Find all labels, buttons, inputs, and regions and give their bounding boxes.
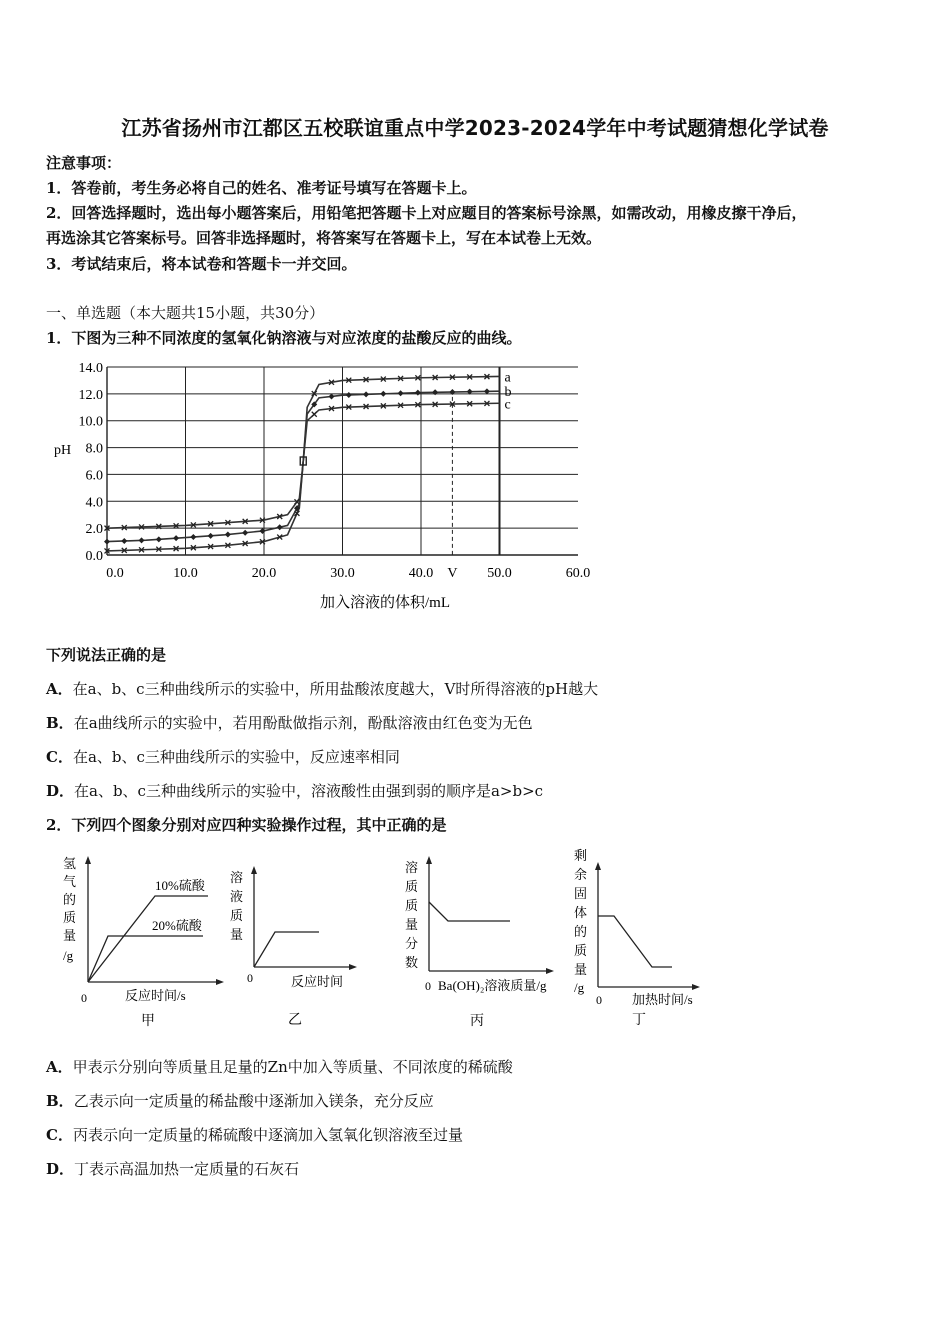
y-label-char: 量 — [574, 962, 588, 977]
x-tick-label: 20.0 — [251, 566, 277, 581]
q2-option-a[interactable] — [46, 1056, 513, 1077]
y-label-char: 的 — [574, 924, 588, 939]
q1-option-b[interactable] — [46, 712, 533, 733]
option-text: 丙表示向一定质量的稀硫酸中逐滴加入氢氧化钡溶液至过量 — [72, 1126, 463, 1144]
notice-item-3: 3．考试结束后，将本试卷和答题卡一并交回。 — [46, 255, 357, 273]
data-point-b — [242, 530, 248, 536]
option-label: D． — [46, 782, 75, 800]
origin-label: 0 — [81, 991, 87, 1005]
origin-label: 0 — [425, 979, 431, 993]
y-label-char: 液 — [230, 889, 244, 904]
curve-label-20: 20%硫酸 — [152, 918, 202, 933]
y-label-char: 数 — [405, 955, 419, 970]
option-label: A． — [46, 680, 73, 698]
x-tick-label: 0.0 — [106, 566, 124, 581]
y-tick-labels — [79, 361, 104, 564]
graph-name: 乙 — [288, 1013, 302, 1028]
data-point-b — [208, 533, 214, 539]
q1-prompt: 下列说法正确的是 — [46, 646, 167, 664]
q1-option-c[interactable] — [46, 746, 400, 767]
notice-item-2: 2．回答选择题时，选出每小题答案后，用铅笔把答题卡上对应题目的答案标号涂黑，如需改动，用橡皮擦干净后， — [46, 204, 807, 222]
option-label: B． — [46, 1092, 74, 1110]
q1-option-d[interactable] — [46, 780, 543, 801]
option-text: 在a、b、c三种曲线所示的实验中，溶液酸性由强到弱的顺序是a>b>c — [74, 782, 544, 800]
graph-name: 丁 — [632, 1013, 646, 1028]
ph-titration-chart — [40, 350, 620, 620]
option-label: D． — [46, 1160, 75, 1178]
notice-heading: 注意事项： — [46, 154, 122, 172]
y-label-char: 分 — [405, 936, 419, 951]
data-point-b — [139, 537, 145, 543]
y-label-char: /g — [63, 948, 74, 963]
y-label-char: 质 — [405, 898, 419, 913]
series-label-b: b — [504, 385, 512, 401]
data-point-b — [277, 524, 283, 530]
option-label: A． — [46, 1058, 73, 1076]
graph-name: 丙 — [470, 1014, 484, 1029]
y-tick-label: 12.0 — [78, 387, 103, 403]
y-tick-label: 4.0 — [85, 495, 103, 511]
origin-label: 0 — [596, 993, 602, 1007]
data-point-b — [346, 392, 352, 398]
option-text: 在a、b、c三种曲线所示的实验中，所用盐酸浓度越大，V时所得溶液的pH越大 — [72, 680, 599, 698]
q2-stem: 2．下列四个图象分别对应四种实验操作过程，其中正确的是 — [46, 816, 447, 834]
graph-yi — [225, 862, 375, 1032]
section-heading: 一、单选题（本大题共15小题，共30分） — [46, 304, 325, 322]
x-tick-label: V — [447, 566, 458, 581]
y-tick-label: 8.0 — [85, 441, 103, 457]
y-label-char: 体 — [574, 905, 588, 920]
y-label-char: 溶 — [405, 860, 419, 875]
option-text: 在a、b、c三种曲线所示的实验中，反应速率相同 — [72, 748, 400, 766]
option-text: 甲表示分别向等质量且足量的Zn中加入等质量、不同浓度的稀硫酸 — [72, 1058, 513, 1076]
data-point-b — [380, 391, 386, 397]
q2-option-b[interactable] — [46, 1090, 434, 1111]
notice-item-2-cont: 再选涂其它答案标号。回答非选择题时，将答案写在答题卡上，写在本试卷上无效。 — [46, 229, 602, 247]
y-label-char: 量 — [63, 928, 77, 943]
data-point-b — [156, 536, 162, 542]
y-label-char: 余 — [574, 867, 588, 882]
graph-bing — [400, 852, 575, 1032]
graph-name: 甲 — [141, 1014, 155, 1029]
y-tick-label: 2.0 — [85, 522, 103, 538]
x-tick-labels — [106, 566, 590, 581]
y-label-char: 氢 — [63, 856, 77, 871]
x-axis-label: Ba(OH)₂溶液质量/g — [438, 978, 547, 993]
data-point-b — [121, 538, 127, 544]
option-label: B． — [46, 714, 74, 732]
graph-jia — [55, 852, 230, 1032]
data-point-b — [398, 390, 404, 396]
option-label: C． — [46, 1126, 73, 1144]
q2-option-c[interactable] — [46, 1124, 463, 1145]
curve-label-10: 10%硫酸 — [155, 878, 205, 893]
option-text: 丁表示高温加热一定质量的石灰石 — [74, 1160, 300, 1178]
y-axis-label: pH — [54, 443, 72, 458]
x-tick-label: 10.0 — [173, 566, 198, 581]
data-point-b — [225, 532, 231, 538]
data-point-b — [363, 391, 369, 397]
page-title: 江苏省扬州市江都区五校联谊重点中学2023-2024学年中考试题猜想化学试卷 — [121, 116, 829, 140]
data-point-b — [432, 389, 438, 395]
data-point-c — [312, 412, 317, 417]
q1-option-a[interactable] — [46, 678, 598, 699]
y-label-char: 固 — [574, 886, 588, 901]
option-text: 在a曲线所示的实验中，若用酚酞做指示剂，酚酞溶液由红色变为无色 — [73, 714, 533, 732]
y-label-char: 溶 — [230, 870, 244, 885]
x-axis-label: 反应时间 — [291, 974, 344, 989]
data-point-b — [104, 539, 110, 545]
y-label-char: 量 — [230, 927, 244, 942]
series-label-c: c — [504, 397, 511, 413]
y-label-char: 的 — [63, 892, 77, 907]
y-label-char: 质 — [405, 879, 419, 894]
q1-stem: 1．下图为三种不同浓度的氢氧化钠溶液与对应浓度的盐酸反应的曲线。 — [46, 329, 522, 347]
y-label-char: 剩 — [574, 848, 588, 863]
origin-label: 0 — [247, 971, 253, 985]
y-label-char: 质 — [230, 908, 244, 923]
x-tick-label: 50.0 — [487, 566, 512, 581]
y-tick-label: 0.0 — [85, 549, 103, 564]
option-text: 乙表示向一定质量的稀盐酸中逐渐加入镁条，充分反应 — [73, 1092, 434, 1110]
x-tick-label: 60.0 — [565, 566, 591, 581]
x-tick-label: 40.0 — [408, 566, 434, 581]
y-label-char: 气 — [63, 874, 77, 889]
y-tick-label: 6.0 — [85, 468, 103, 484]
data-point-b — [259, 528, 265, 534]
y-label-char: 质 — [63, 910, 77, 925]
series-label-a: a — [504, 370, 511, 386]
chart-series — [104, 370, 512, 553]
y-tick-label: 10.0 — [78, 414, 103, 430]
y-label-char: 质 — [574, 943, 588, 958]
q2-option-d[interactable] — [46, 1158, 299, 1179]
x-axis-label: 加热时间/s — [632, 992, 693, 1007]
y-tick-label: 14.0 — [78, 361, 103, 376]
x-tick-label: 30.0 — [330, 566, 355, 581]
option-label: C． — [46, 748, 73, 766]
x-axis-label: 反应时间/s — [125, 988, 186, 1003]
graph-ding — [568, 842, 713, 1032]
y-label-char: 量 — [405, 917, 419, 932]
x-axis-label: 加入溶液的体积/mL — [320, 595, 450, 611]
data-point-b — [173, 535, 179, 541]
notice-item-1: 1．答卷前，考生务必将自己的姓名、准考证号填写在答题卡上。 — [46, 179, 477, 197]
data-point-b — [415, 390, 421, 396]
y-label-char: /g — [574, 980, 585, 995]
data-point-b — [190, 534, 196, 540]
